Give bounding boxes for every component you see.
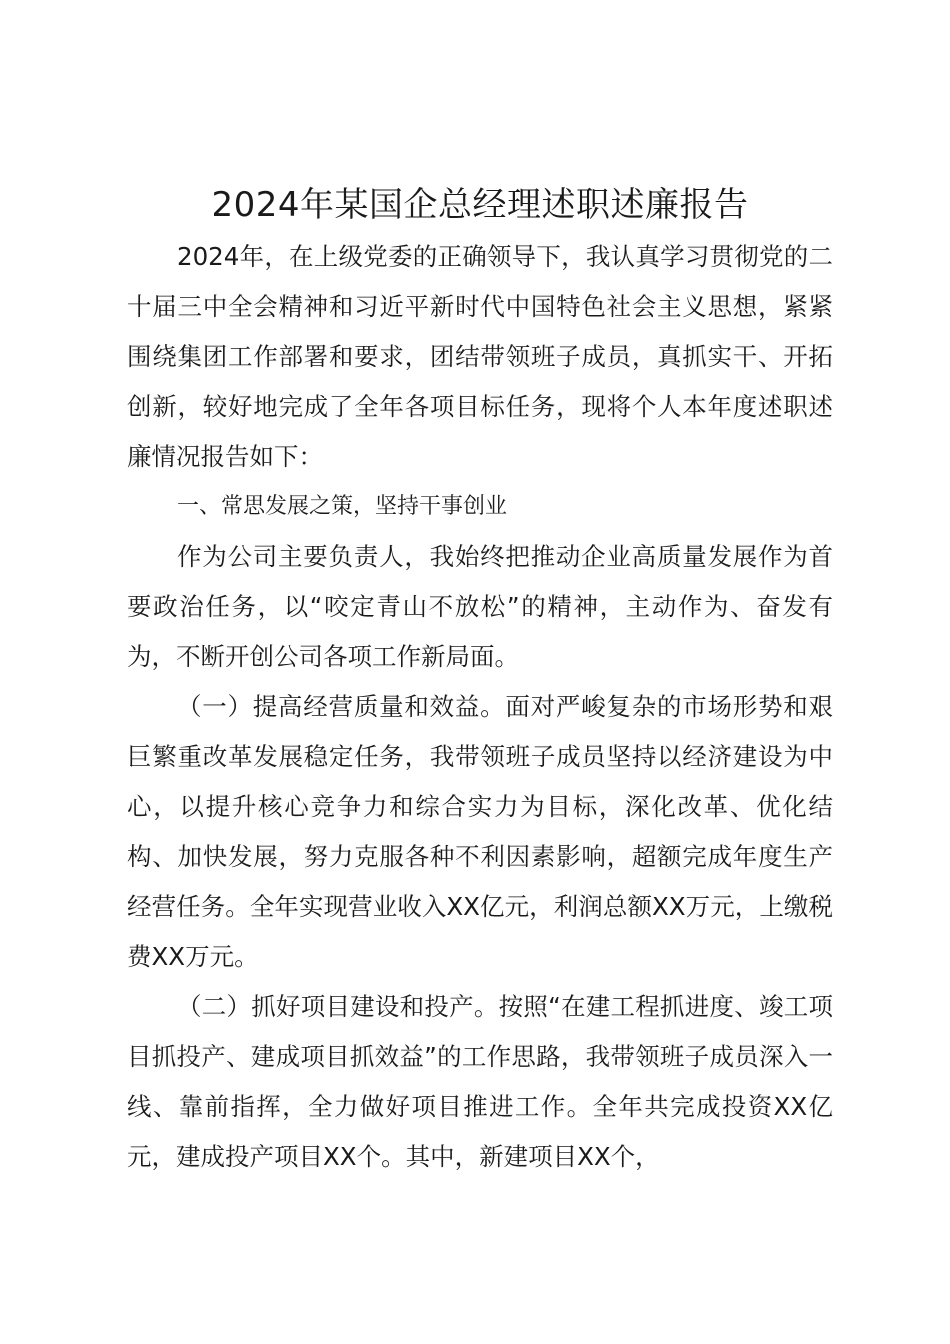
paragraph-subsection-1: （一）提高经营质量和效益。面对严峻复杂的市场形势和艰巨繁重改革发展稳定任务，我带领班子成员坚持以经济建设为中心，以提升核心竞争力和综合实力为目标，深化改革、优化结构、加快发展，努力克服各种不利因素影响，超额完成年度生产经营任务。全年实现营业收入XX亿元，利润总额XX万元，上缴税费XX万元。: [127, 692, 833, 971]
document-title: 2024年某国企总经理述职述廉报告: [211, 185, 749, 225]
paragraph-section-1-intro: 作为公司主要负责人，我始终把推动企业高质量发展作为首要政治任务，以“咬定青山不放松”的精神，主动作为、奋发有为，不断开创公司各项工作新局面。: [127, 542, 833, 671]
section-heading-1: 一、常思发展之策，坚持干事创业: [177, 494, 508, 519]
paragraph-intro: 2024年，在上级党委的正确领导下，我认真学习贯彻党的二十届三中全会精神和习近平新时代中国特色社会主义思想，紧紧围绕集团工作部署和要求，团结带领班子成员，真抓实干、开拓创新，较好地完成了全年各项目标任务，现将个人本年度述职述廉情况报告如下：: [127, 242, 833, 471]
document-body: [127, 232, 833, 1182]
paragraph-subsection-2: （二）抓好项目建设和投产。按照“在建工程抓进度、竣工项目抓投产、建成项目抓效益”的工作思路，我带领班子成员深入一线、靠前指挥，全力做好项目推进工作。全年共完成投资XX亿元，建成投产项目XX个。其中，新建项目XX个，: [127, 992, 833, 1171]
